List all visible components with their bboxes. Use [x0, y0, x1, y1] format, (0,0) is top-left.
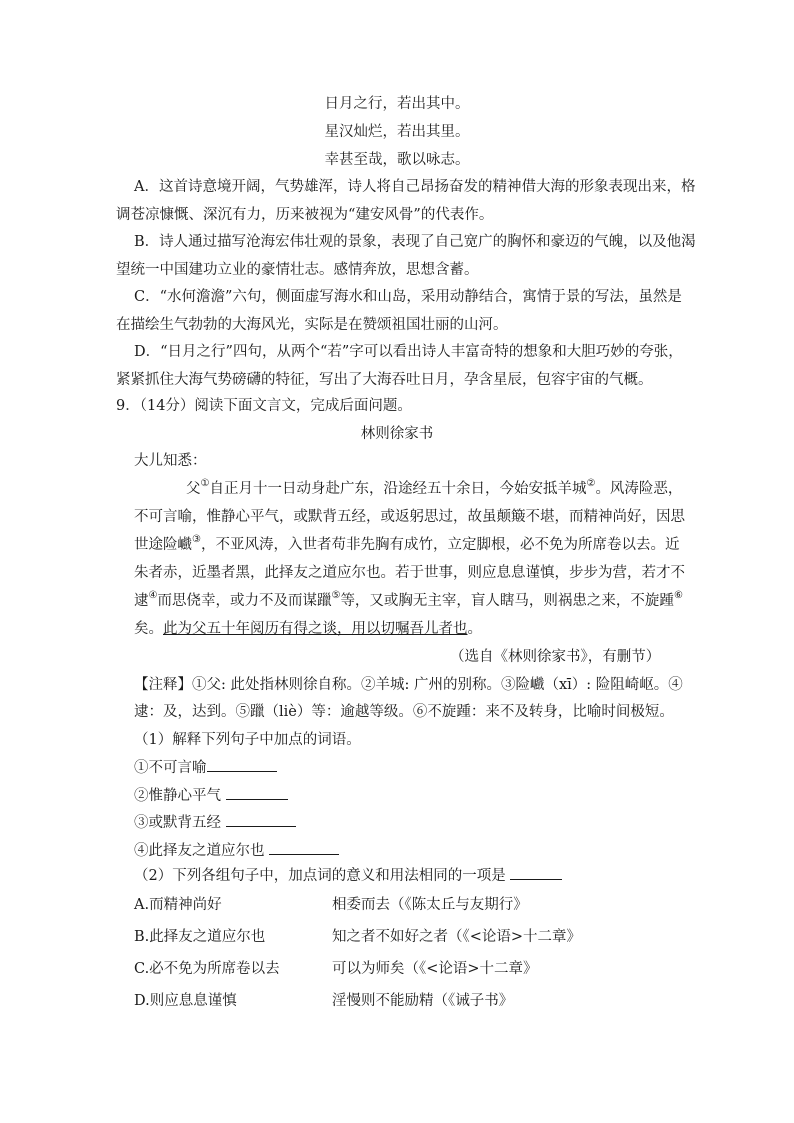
answer-blank[interactable] [226, 785, 288, 800]
choice-d-right: 淫慢则不能励精（《诫子书》 [332, 993, 514, 1009]
passage-line: 父①自正月十一日动身赴广东，沿途经五十余日，今始安抵羊城②。风涛险恶， [186, 478, 683, 497]
poem-line: 幸甚至哉，歌以咏志。 [324, 152, 470, 168]
sub-item: ①不可言喻 [134, 757, 277, 778]
choice-c-left: C.必不免为所席卷以去 [134, 961, 280, 977]
passage-line: 矣。此为父五十年阅历有得之谈，用以切嘱吾儿者也。 [134, 621, 482, 637]
note-marker: ④ [148, 590, 158, 602]
sub-question-2: （2）下列各组句子中，加点词的意义和用法相同的一项是 [134, 865, 562, 886]
choice-c-right: 可以为师矣（《<论语>十二章》 [332, 961, 538, 977]
option-d-line2: 紧紧抓住大海气势磅礴的特征，写出了大海吞吐日月，孕含星辰，包容宇宙的气概。 [116, 372, 653, 388]
passage-line: 逮④而思侥幸，或力不及而谋躐⑤等，又或胸无主宰，盲人瞎马，则祸患之来，不旋踵⑥ [134, 590, 683, 609]
passage-line: 世途险巇③，不亚风涛，入世者苟非先胸有成竹，立定脚根，必不免为所席卷以去。近 [134, 534, 680, 553]
sub-item: ④此择友之道应尔也 [134, 840, 339, 861]
option-d-line1: D．“日月之行”四句，从两个“若”字可以看出诗人丰富奇特的想象和大胆巧妙的夸张， [134, 344, 683, 360]
choice-d-left: D.则应息息谨慎 [134, 993, 237, 1009]
answer-blank[interactable] [226, 812, 296, 827]
annotation-line2: 逮：及，达到。⑤躐（liè）等：逾越等级。⑥不旋踵：来不及转身，比喻时间极短。 [134, 704, 674, 720]
choice-a-right: 相委而去（《陈太丘与友期行》 [332, 897, 528, 913]
answer-blank[interactable] [510, 865, 562, 880]
choice-a-left: A.而精神尚好 [134, 897, 222, 913]
answer-blank[interactable] [207, 757, 277, 772]
poem-line: 星汉灿烂，若出其里。 [324, 124, 470, 140]
note-marker: ⑥ [673, 590, 683, 602]
passage-title: 林则徐家书 [360, 426, 434, 442]
option-c-line1: C．“水何澹澹”六句，侧面虚写海水和山岛，采用动静结合，寓情于景的写法，虽然是 [134, 289, 682, 305]
underlined-sentence: 此为父五十年阅历有得之谈，用以切嘱吾儿者也 [163, 621, 468, 637]
choice-b-left: B.此择友之道应尔也 [134, 929, 266, 945]
annotation-line1: 【注释】①父: 此处指林则徐自称。②羊城: 广州的别称。③险巇（xī）: 险阻崎岖。④ [134, 677, 683, 693]
option-a-line2: 调苍凉慷慨、深沉有力，历来被视为“建安风骨”的代表作。 [116, 207, 494, 223]
sub-item: ②惟静心平气 [134, 785, 288, 806]
note-marker: ② [586, 478, 596, 490]
poem-line: 日月之行，若出其中。 [324, 96, 470, 112]
sub-question-1: （1）解释下列句子中加点的词语。 [134, 732, 361, 748]
sub-item: ③或默背五经 [134, 812, 296, 833]
option-b-line1: B．诗人通过描写沧海宏伟壮观的景象，表现了自己宽广的胸怀和豪迈的气魄，以及他渴 [134, 234, 696, 250]
letter-greeting: 大儿知悉： [134, 453, 207, 469]
passage-line: 不可言喻，惟静心平气，或默背五经，或返躬思过，故虽颠簸不堪，而精神尚好，因思 [134, 509, 685, 525]
passage-source: （选自《林则徐家书》，有删节） [450, 649, 661, 665]
note-marker: ① [200, 478, 210, 490]
passage-line: 朱者赤，近墨者黑，此择友之道应尔也。若于世事，则应息息谨慎，步步为营，若才不 [134, 565, 685, 581]
option-b-line2: 望统一中国建功立业的豪情壮志。感情奔放，思想含蓄。 [116, 262, 479, 278]
answer-blank[interactable] [269, 840, 339, 855]
option-a-line1: A．这首诗意境开阔，气势雄浑，诗人将自己昂扬奋发的精神借大海的形象表现出来，格 [134, 179, 696, 195]
note-marker: ⑤ [331, 590, 341, 602]
note-marker: ③ [192, 534, 201, 546]
question-9-heading: 9．（14分）阅读下面文言文，完成后面问题。 [116, 398, 412, 414]
option-c-line2: 在描绘生气勃勃的大海风光，实际是在赞颂祖国壮丽的山河。 [116, 317, 508, 333]
choice-b-right: 知之者不如好之者（《<论语>十二章》 [332, 929, 582, 945]
